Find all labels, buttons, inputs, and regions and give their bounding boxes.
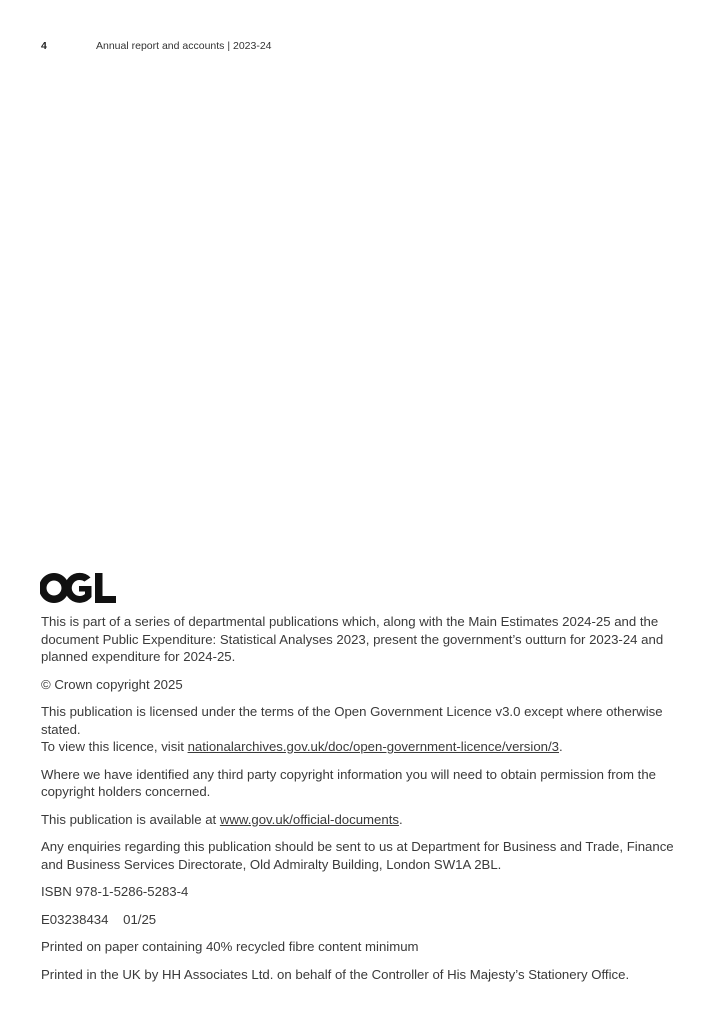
availability-prefix: This publication is available at	[41, 811, 220, 827]
licence-view-suffix: .	[559, 739, 563, 754]
copyright-notice: © Crown copyright 2025	[41, 676, 183, 692]
printer-notice: Printed in the UK by HH Associates Ltd. on behalf of the Controller of His Majesty’s Stationery Office.	[41, 966, 630, 982]
third-party-paragraph: Where we have identified any third party copyright information you will need to obtain permission from the copyright holders concerned.	[41, 766, 656, 799]
series-intro-paragraph: This is part of a series of departmental publications which, along with the Main Estimates 2024-25 and the document Public Expenditure: Statistical Analyses 2023, present the government’s outturn for 2023-24 and planned expenditure for 2024-25.	[41, 614, 664, 664]
reference-code: E03238434 01/25	[41, 911, 157, 927]
availability-paragraph	[41, 811, 691, 829]
page-number: 4	[41, 40, 47, 52]
ogl-logo-icon	[40, 572, 120, 609]
licence-terms: This publication is licensed under the terms of the Open Government Licence v3.0 except where otherwise stated.	[41, 704, 663, 737]
running-title: Annual report and accounts | 2023-24	[96, 40, 272, 52]
isbn: ISBN 978-1-5286-5283-4	[41, 884, 189, 899]
paper-notice: Printed on paper containing 40% recycled fibre content minimum	[41, 939, 419, 954]
licence-link[interactable]: nationalarchives.gov.uk/doc/open-government-licence/version/3	[187, 739, 559, 754]
licence-paragraph	[41, 703, 691, 756]
availability-suffix: .	[398, 811, 403, 827]
enquiries-paragraph: Any enquiries regarding this publication should be sent to us at Department for Business and Trade, Finance and Business Services Directorate, Old Admiralty Building, London SW1A 2BL.	[41, 839, 674, 872]
official-documents-link[interactable]: www.gov.uk/official-documents	[219, 811, 399, 827]
licence-view-prefix: To view this licence, visit	[41, 739, 188, 754]
colophon-text	[41, 613, 691, 993]
